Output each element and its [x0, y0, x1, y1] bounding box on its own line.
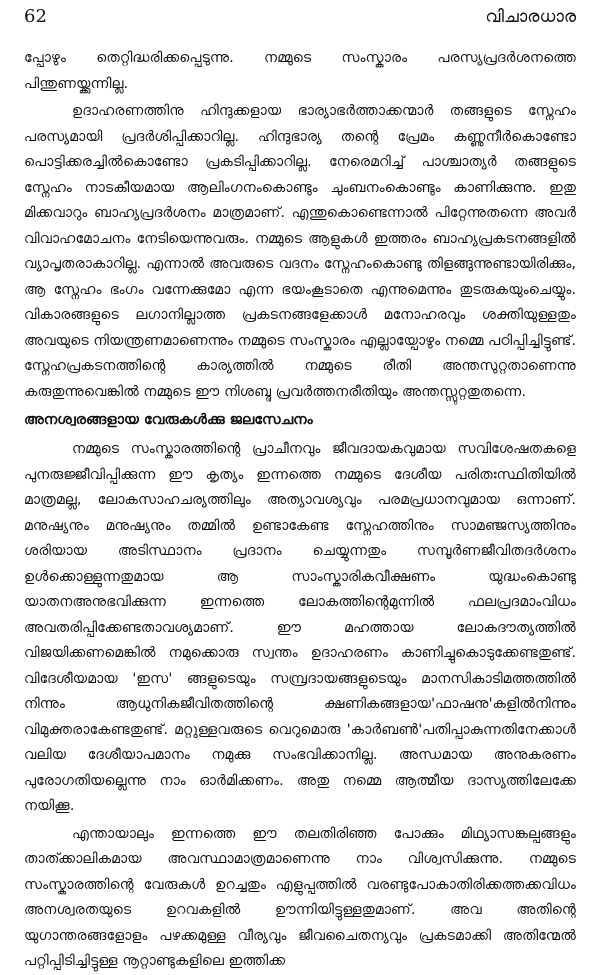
paragraph: ഉദാഹരണത്തിനു ഹിന്ദുക്കളായ ഭാര്യാഭർത്താക്കന്മാർ തങ്ങളുടെ സ്നേഹം പരസ്യമായി പ്രദർശിപ്പിക്കാറില്ല. ഹിന്ദുഭാര്യ തന്റെ പ്രേമം കണ്ണുനീർകൊണ്ടോ പൊട്ടിക്കരച്ചിൽകൊണ്ടോ പ്രകടിപ്പിക്കാറില്ല. നേരെമറിച്ച് പാശ്ചാത്യർ തങ്ങളുടെ സ്നേഹം നാടകീയമായ ആലിംഗനംകൊണ്ടും ചുംബനംകൊണ്ടും കാണിക്കുന്നു. ഇതു മിക്കവാറും ബാഹ്യപ്രദർശനം മാത്രമാണ്. എന്തുകൊണ്ടെന്നാൽ പിറ്റേന്നുതന്നെ അവർ വിവാഹമോചനം നേടിയെന്നുവരും. നമ്മുടെ ആളുകൾ ഇത്തരം ബാഹ്യപ്രകടനങ്ങളിൽ വ്യാപൃതരാകാറില്ല. എന്നാൽ അവരുടെ വദനം സ്നേഹംകൊണ്ടു തിളങ്ങുന്നുണ്ടായിരിക്കും, ആ സ്നേഹം ഭംഗം വന്നേക്കുമോ എന്ന ഭയംകൂടാതെ എന്നുമെന്നും തുടരുകയുംചെയ്യും. വികാരങ്ങളുടെ ലഗാനില്ലാത്ത പ്രകടനങ്ങളേക്കാൾ മനോഹരവും ശക്തിയുള്ളതും അവയുടെ നിയന്ത്രണമാണെന്നും നമ്മുടെ സംസ്കാരം എല്ലായ്പോഴും നമ്മെ പഠിപ്പിച്ചിട്ടുണ്ട്. സ്നേഹപ്രകടനത്തിന്റെ കാര്യത്തിൽ നമ്മുടെ രീതി അന്തസുറ്റതാണെന്നു കരുതുന്നുവെങ്കിൽ നമ്മുടെ ഈ നിശബ്ദ പ്രവർത്തനരീതിയും അന്തസ്സുറ്റതുതന്നെ.: [24, 103, 576, 400]
running-head: [24, 6, 576, 46]
paragraph: എന്തായാലും ഇന്നത്തെ ഈ തലതിരിഞ്ഞ പോക്കും മിഥ്യാസങ്കല്പങ്ങളും താത്ക്കാലികമായ അവസ്ഥാമാത്രമാണെന്നു നാം വിശ്വസിക്കുന്നു. നമ്മുടെ സംസ്കാരത്തിന്റെ വേരുകൾ ഉറച്ചതും എളുപ്പത്തിൽ വരണ്ടുപോകാതിരിക്കത്തക്കവിധം അനശ്വരതയുടെ ഉറവകളിൽ ഊന്നിയിട്ടുള്ളതുമാണ്. അവ അതിന്റെ യുഗാന്തരങ്ങളോളം പഴക്കമുള്ള വീര്യവും ജീവചൈതന്യവും പ്രകടമാക്കി അതിന്മേൽ പറ്റിപ്പിടിച്ചിട്ടുള്ള നൂറ്റാണ്ടുകളിലെ ഇത്തിക്ക: [24, 825, 576, 969]
page-number: 62: [24, 6, 47, 27]
body-text: [24, 46, 576, 975]
paragraph-continued: പ്പോഴും തെറ്റിദ്ധരിക്കപ്പെടുന്നു. നമ്മുടെ സംസ്കാരം പരസ്യപ്രദർശനത്തെ പിന്തുണയ്ക്കുന്നില്ല.: [24, 50, 576, 92]
paragraph: നമ്മുടെ സംസ്കാരത്തിന്റെ പ്രാചീനവും ജീവദായകവുമായ സവിശേഷതകളെ പുനരുജ്ജീവിപ്പിക്കുന്ന ഈ കൃത്യം ഇന്നത്തെ നമ്മുടെ ദേശീയ പരിതഃസ്ഥിതിയിൽ മാത്രമല്ല, ലോകസാഹചര്യത്തിലും അത്യാവശ്യവും പരമപ്രധാനവുമായ ഒന്നാണ്. മനുഷ്യനും മനുഷ്യനും തമ്മിൽ ഉണ്ടാകേണ്ട സ്നേഹത്തിനും സാമഞ്ജസ്യത്തിനും ശരിയായ അടിസ്ഥാനം പ്രദാനം ചെയ്യുന്നതും സമ്പൂർണജീവിതദർശനം ഉൾക്കൊള്ളുന്നതുമായ ആ സാംസ്കാരികവീക്ഷണം യുദ്ധംകൊണ്ടു യാതനഅനുഭവിക്കുന്ന ഇന്നത്തെ ലോകത്തിന്റെമുന്നിൽ ഫലപ്രദമാംവിധം അവതരിപ്പിക്കേണ്ടതാവശ്യമാണ്. ഈ മഹത്തായ ലോകദൗത്യത്തിൽ വിജയിക്കണമെങ്കിൽ നമുക്കൊരു സ്വന്തം ഉദാഹരണം കാണിച്ചുകൊടുക്കേണ്ടതുണ്ട്. വിദേശീയമായ 'ഇസ' ങ്ങളുടെയും സമ്പ്രദായങ്ങളുടെയും മാനസികാടിമത്തത്തിൽ നിന്നും ആധുനികജീവിതത്തിന്റെ ക്ഷണികങ്ങളായ'ഫാഷനു'കളിൽനിന്നും വിമുക്തരാകേണ്ടതുണ്ട്. മറ്റുള്ളവരുടെ വെറുമൊരു 'കാർബൺ'പതിപ്പാകുന്നതിനേക്കാൾ വലിയ ദേശീയാപമാനം നമുക്കു സംഭവിക്കാനില്ല. അന്ധമായ അനുകരണം പുരോഗതിയല്ലെന്നു നാം ഓർമിക്കണം. അതു നമ്മെ ആത്മീയ ദാസ്യത്തിലേക്കേ നയിക്കൂ.: [24, 441, 576, 814]
section-heading: അനശ്വരങ്ങളായ വേരുകൾക്കു ജലസേചനം: [24, 412, 313, 428]
running-title: വിചാരധാര: [485, 7, 576, 27]
